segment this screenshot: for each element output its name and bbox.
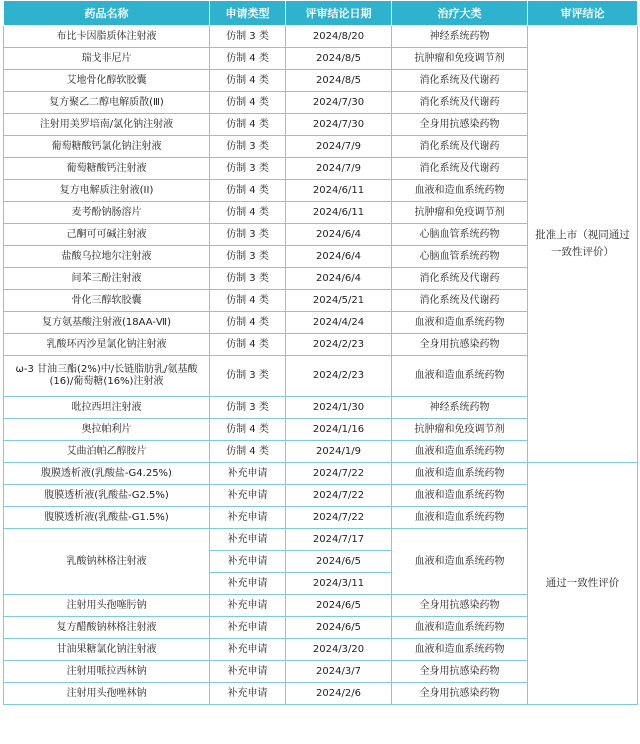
application-type: 仿制 3 类: [210, 246, 286, 268]
review-date: 2024/6/5: [286, 595, 392, 617]
review-date: 2024/2/23: [286, 356, 392, 397]
review-date: 2024/3/11: [286, 573, 392, 595]
review-date: 2024/8/5: [286, 48, 392, 70]
review-date: 2024/4/24: [286, 312, 392, 334]
drug-name: 腹膜透析液(乳酸盐-G1.5%): [4, 507, 210, 529]
therapeutic-category: 神经系统药物: [392, 26, 528, 48]
drug-name: 复方醋酸钠林格注射液: [4, 617, 210, 639]
review-date: 2024/2/23: [286, 334, 392, 356]
application-type: 补充申请: [210, 507, 286, 529]
review-date: 2024/1/30: [286, 397, 392, 419]
review-date: 2024/3/20: [286, 639, 392, 661]
therapeutic-category: 消化系统及代谢药: [392, 136, 528, 158]
therapeutic-category: 全身用抗感染药物: [392, 595, 528, 617]
therapeutic-category: 血液和造血系统药物: [392, 180, 528, 202]
therapeutic-category: 消化系统及代谢药: [392, 290, 528, 312]
drug-name: 注射用哌拉西林钠: [4, 661, 210, 683]
application-type: 仿制 4 类: [210, 114, 286, 136]
therapeutic-category: 血液和造血系统药物: [392, 507, 528, 529]
application-type: 仿制 4 类: [210, 312, 286, 334]
therapeutic-category: 全身用抗感染药物: [392, 334, 528, 356]
header-therapeutic-category: 治疗大类: [392, 1, 528, 26]
drug-name: 葡萄糖酸钙氯化钠注射液: [4, 136, 210, 158]
therapeutic-category: 血液和造血系统药物: [392, 639, 528, 661]
review-date: 2024/7/9: [286, 136, 392, 158]
drug-name: 复方电解质注射液(II): [4, 180, 210, 202]
application-type: 仿制 3 类: [210, 356, 286, 397]
review-date: 2024/3/7: [286, 661, 392, 683]
drug-name: 复方氨基酸注射液(18AA-Ⅶ): [4, 312, 210, 334]
table-row: [4, 26, 638, 48]
application-type: 补充申请: [210, 529, 286, 551]
therapeutic-category: 心脑血管系统药物: [392, 224, 528, 246]
application-type: 仿制 4 类: [210, 180, 286, 202]
therapeutic-category: 心脑血管系统药物: [392, 246, 528, 268]
application-type: 仿制 4 类: [210, 70, 286, 92]
review-date: 2024/8/20: [286, 26, 392, 48]
application-type: 补充申请: [210, 617, 286, 639]
drug-name: 艾地骨化醇软胶囊: [4, 70, 210, 92]
review-date: 2024/6/11: [286, 180, 392, 202]
drug-name: 间苯三酚注射液: [4, 268, 210, 290]
review-date: 2024/7/17: [286, 529, 392, 551]
review-date: 2024/5/21: [286, 290, 392, 312]
drug-name: 布比卡因脂质体注射液: [4, 26, 210, 48]
header-row: [4, 1, 638, 26]
review-date: 2024/6/4: [286, 224, 392, 246]
header-review-date: 评审结论日期: [286, 1, 392, 26]
drug-name: 腹膜透析液(乳酸盐-G2.5%): [4, 485, 210, 507]
application-type: 补充申请: [210, 683, 286, 705]
application-type: 仿制 3 类: [210, 268, 286, 290]
application-type: 补充申请: [210, 639, 286, 661]
application-type: 补充申请: [210, 485, 286, 507]
application-type: 仿制 3 类: [210, 158, 286, 180]
drug-name: 注射用头孢噻肟钠: [4, 595, 210, 617]
review-conclusion-group1: 批准上市（视同通过一致性评价）: [528, 26, 638, 463]
drug-name: 乳酸环丙沙星氯化钠注射液: [4, 334, 210, 356]
application-type: 仿制 4 类: [210, 441, 286, 463]
header-application-type: 申请类型: [210, 1, 286, 26]
application-type: 仿制 4 类: [210, 92, 286, 114]
therapeutic-category: 血液和造血系统药物: [392, 485, 528, 507]
application-type: 补充申请: [210, 551, 286, 573]
application-type: 仿制 4 类: [210, 419, 286, 441]
therapeutic-category: 抗肿瘤和免疫调节剂: [392, 202, 528, 224]
drug-name: 奥拉帕利片: [4, 419, 210, 441]
drug-name: 复方聚乙二醇电解质散(Ⅲ): [4, 92, 210, 114]
application-type: 仿制 4 类: [210, 290, 286, 312]
application-type: 仿制 4 类: [210, 334, 286, 356]
application-type: 仿制 3 类: [210, 26, 286, 48]
review-date: 2024/6/4: [286, 246, 392, 268]
therapeutic-category: 抗肿瘤和免疫调节剂: [392, 48, 528, 70]
application-type: 仿制 3 类: [210, 397, 286, 419]
therapeutic-category: 血液和造血系统药物: [392, 356, 528, 397]
drug-name: 葡萄糖酸钙注射液: [4, 158, 210, 180]
header-review-conclusion: 审评结论: [528, 1, 638, 26]
therapeutic-category: 血液和造血系统药物: [392, 617, 528, 639]
drug-name: ω-3 甘油三酯(2%)中/长链脂肪乳/氨基酸(16)/葡萄糖(16%)注射液: [4, 356, 210, 397]
drug-name: 盐酸乌拉地尔注射液: [4, 246, 210, 268]
therapeutic-category: 消化系统及代谢药: [392, 70, 528, 92]
therapeutic-category: 全身用抗感染药物: [392, 661, 528, 683]
application-type: 补充申请: [210, 463, 286, 485]
drug-name: 腹膜透析液(乳酸盐-G4.25%): [4, 463, 210, 485]
review-date: 2024/7/22: [286, 463, 392, 485]
review-date: 2024/7/9: [286, 158, 392, 180]
application-type: 补充申请: [210, 595, 286, 617]
therapeutic-category: 神经系统药物: [392, 397, 528, 419]
therapeutic-category: 血液和造血系统药物: [392, 529, 528, 595]
therapeutic-category: 消化系统及代谢药: [392, 92, 528, 114]
therapeutic-category: 消化系统及代谢药: [392, 158, 528, 180]
therapeutic-category: 全身用抗感染药物: [392, 114, 528, 136]
drug-name: 瑞戈非尼片: [4, 48, 210, 70]
review-date: 2024/6/11: [286, 202, 392, 224]
drug-name: 吡拉西坦注射液: [4, 397, 210, 419]
drug-name: 乳酸钠林格注射液: [4, 529, 210, 595]
drug-name: 艾曲泊帕乙醇胺片: [4, 441, 210, 463]
therapeutic-category: 抗肿瘤和免疫调节剂: [392, 419, 528, 441]
drug-name: 己酮可可碱注射液: [4, 224, 210, 246]
review-date: 2024/1/9: [286, 441, 392, 463]
review-conclusion-group2: 通过一致性评价: [528, 463, 638, 705]
review-date: 2024/6/5: [286, 551, 392, 573]
therapeutic-category: 全身用抗感染药物: [392, 683, 528, 705]
application-type: 仿制 3 类: [210, 224, 286, 246]
application-type: 补充申请: [210, 573, 286, 595]
therapeutic-category: 血液和造血系统药物: [392, 441, 528, 463]
review-date: 2024/7/22: [286, 507, 392, 529]
review-date: 2024/7/22: [286, 485, 392, 507]
drug-name: 麦考酚钠肠溶片: [4, 202, 210, 224]
table-row: [4, 463, 638, 485]
application-type: 补充申请: [210, 661, 286, 683]
drug-name: 注射用美罗培南/氯化钠注射液: [4, 114, 210, 136]
application-type: 仿制 4 类: [210, 202, 286, 224]
review-date: 2024/1/16: [286, 419, 392, 441]
application-type: 仿制 4 类: [210, 48, 286, 70]
drug-name: 甘油果糖氯化钠注射液: [4, 639, 210, 661]
therapeutic-category: 血液和造血系统药物: [392, 463, 528, 485]
drug-name: 骨化三醇软胶囊: [4, 290, 210, 312]
review-date: 2024/6/5: [286, 617, 392, 639]
review-date: 2024/7/30: [286, 92, 392, 114]
drug-name: 注射用头孢唑林钠: [4, 683, 210, 705]
review-date: 2024/8/5: [286, 70, 392, 92]
application-type: 仿制 3 类: [210, 136, 286, 158]
therapeutic-category: 消化系统及代谢药: [392, 268, 528, 290]
review-date: 2024/6/4: [286, 268, 392, 290]
approval-table: [3, 0, 638, 705]
therapeutic-category: 血液和造血系统药物: [392, 312, 528, 334]
review-date: 2024/2/6: [286, 683, 392, 705]
review-date: 2024/7/30: [286, 114, 392, 136]
header-drug-name: 药品名称: [4, 1, 210, 26]
